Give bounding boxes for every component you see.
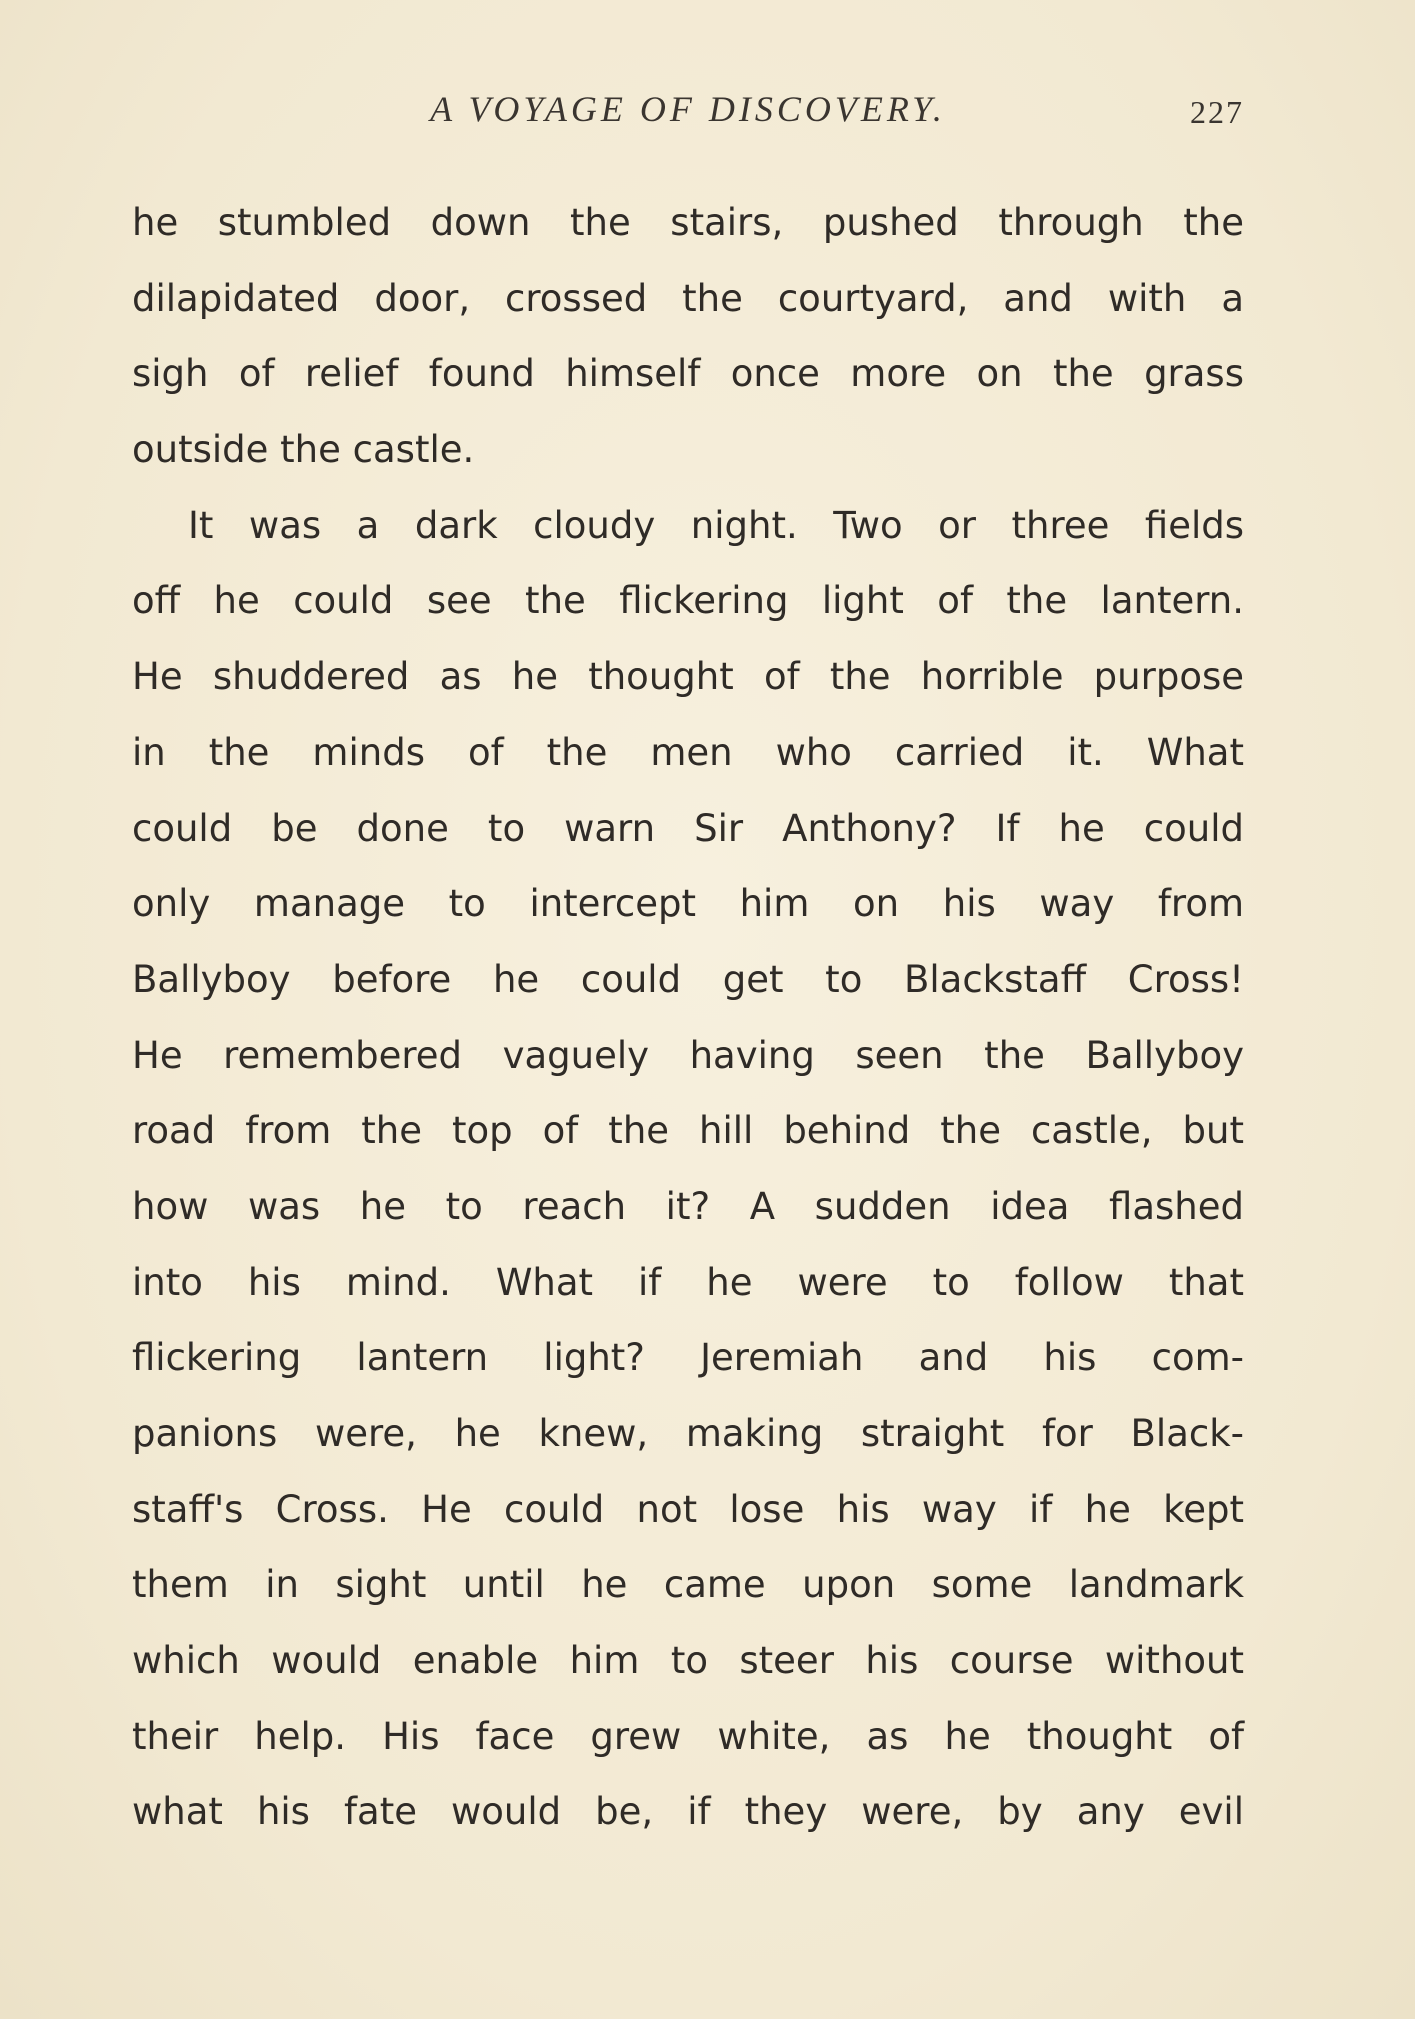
text-line: could be done to warn Sir Anthony? If he could [132, 806, 1244, 850]
text-line: them in sight until he came upon some landmark [132, 1563, 1244, 1607]
text-line: flickering lantern light? Jeremiah and his com- [132, 1336, 1244, 1380]
text-line: off he could see the flickering light of the lantern. [132, 579, 1244, 623]
paragraph-end-line: outside the castle. [132, 428, 475, 472]
text-line: which would enable him to steer his course without [132, 1639, 1244, 1683]
text-line: Ballyboy before he could get to Blackstaff Cross! [132, 957, 1244, 1001]
text-line: panions were, he knew, making straight for Black- [132, 1412, 1244, 1455]
paragraph-start-line: It was a dark cloudy night. Two or three fields [188, 503, 1244, 547]
text-line: dilapidated door, crossed the courtyard, and with a [132, 276, 1244, 320]
text-line: sigh of relief found himself once more on the grass [132, 352, 1244, 396]
body-text [132, 193, 1244, 1858]
text-line: He shuddered as he thought of the horrible purpose [132, 655, 1244, 699]
text-line: only manage to intercept him on his way from [132, 882, 1244, 926]
text-line: staff's Cross. He could not lose his way if he kept [132, 1487, 1244, 1531]
running-head [132, 88, 1244, 138]
text-line: road from the top of the hill behind the castle, but [132, 1109, 1244, 1153]
text-line: into his mind. What if he were to follow that [132, 1260, 1244, 1304]
page-number: 227 [1190, 94, 1244, 130]
running-title: A VOYAGE OF DISCOVERY. [430, 89, 946, 129]
text-line: how was he to reach it? A sudden idea flashed [132, 1184, 1244, 1228]
text-line: he stumbled down the stairs, pushed through the [132, 201, 1244, 244]
text-line: their help. His face grew white, as he thought of [132, 1714, 1244, 1758]
text-line: what his fate would be, if they were, by any evil [132, 1790, 1244, 1834]
text-line: He remembered vaguely having seen the Ballyboy [132, 1033, 1244, 1077]
text-line: in the minds of the men who carried it. What [132, 730, 1244, 774]
